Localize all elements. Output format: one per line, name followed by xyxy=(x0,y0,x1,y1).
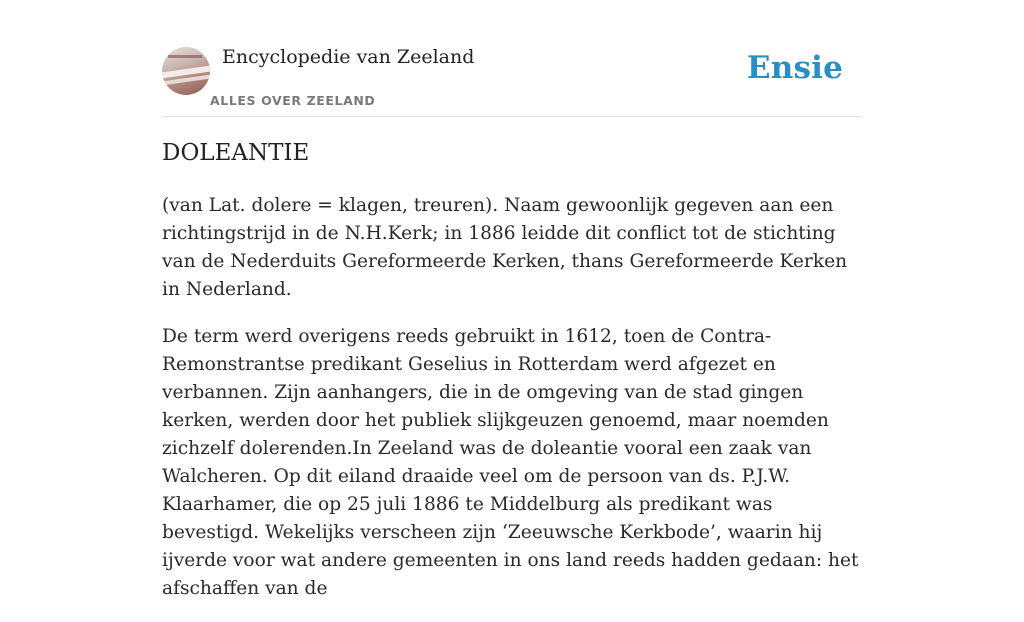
ensie-logo[interactable]: Ensie xyxy=(746,50,843,86)
site-header xyxy=(162,0,862,117)
article-paragraph: (van Lat. dolere = klagen, treuren). Naam gewoonlijk gegeven aan een richtingstrijd in de N.H.Kerk; in 1886 leidde dit conflict tot de stichting van de Nederduits Gereformeerde Kerken, thans Gereformeerde Kerken in Nederland. xyxy=(162,195,848,300)
site-subtitle: ALLES OVER ZEELAND xyxy=(210,93,376,108)
entry-title: DOLEANTIE xyxy=(162,140,310,166)
site-title[interactable]: Encyclopedie van Zeeland xyxy=(222,46,475,68)
site-avatar[interactable] xyxy=(162,47,210,95)
page-container xyxy=(162,0,862,599)
article-body xyxy=(162,192,862,622)
article-paragraph: De term werd overigens reeds gebruikt in 1612, toen de Contra-Remonstrantse predikant Geselius in Rotterdam werd afgezet en verbannen. Zijn aanhangers, die in de omgeving van de stad gingen kerken, werden door het publiek slijkgeuzen genoemd, maar noemden zichzelf dolerenden.In Zeeland was de doleantie vooral een zaak van Walcheren. Op dit eiland draaide veel om de persoon van ds. P.J.W. Klaarhamer, die op 25 juli 1886 te Middelburg als predikant was bevestigd. Wekelijks verscheen zijn ‘Zeeuwsche Kerkbode’, waarin hij ijverde voor wat andere gemeenten in ons land reeds hadden gedaan: het afschaffen van de xyxy=(162,326,859,599)
